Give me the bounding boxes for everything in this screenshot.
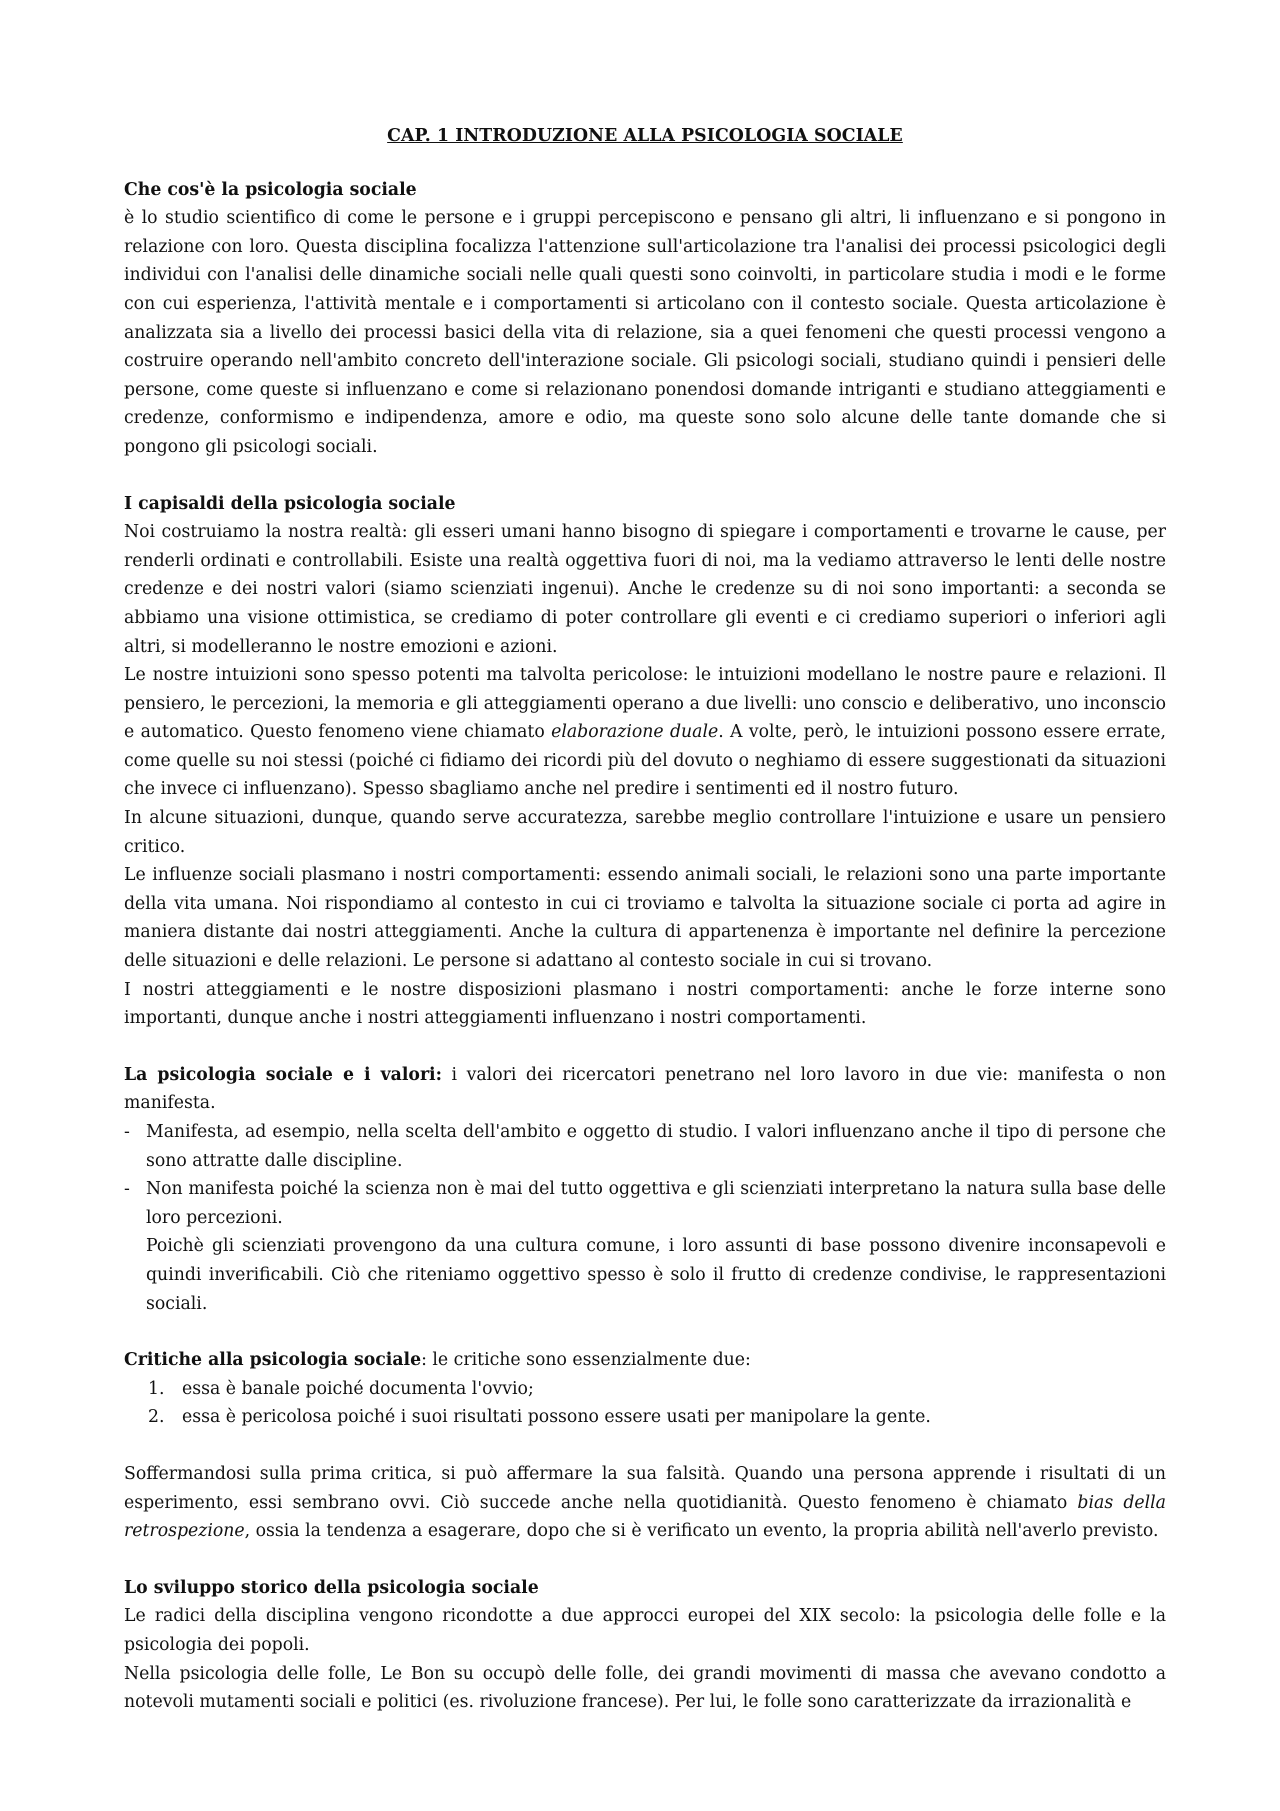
paragraph-critical-thinking: In alcune situazioni, dunque, quando serve accuratezza, sarebbe meglio controllare l'intuizione e usare un pensiero critico. [124, 808, 1166, 857]
list-item-text: essa è banale poiché documenta l'ovvio; [182, 1378, 534, 1399]
paragraph-values [124, 1061, 1166, 1118]
lead-critiques: Critiche alla psicologia sociale [124, 1350, 422, 1371]
spacer [124, 1432, 1166, 1460]
lead-values: La psicologia sociale e i valori: [124, 1064, 443, 1085]
paragraph-social-influences: Le influenze sociali plasmano i nostri comportamenti: essendo animali sociali, le relazioni sono una parte importante della vita umana. Noi rispondiamo al contesto in cui ci troviamo e talvolta la situazione sociale ci porta ad agire in maniera distante dai nostri atteggiamenti. Anche la cultura di appartenenza è importante nel definire la percezione delle situazioni e delle relazioni. Le persone si adattano al contesto sociale in cui si trovano. [124, 865, 1166, 972]
values-list [124, 1118, 1166, 1232]
document-page [124, 122, 1166, 1717]
list-number: 1. [148, 1378, 165, 1399]
dash-bullet: - [124, 1179, 130, 1200]
paragraph-reality: Noi costruiamo la nostra realtà: gli esseri umani hanno bisogno di spiegare i comportamenti e trovarne le cause, per renderli ordinati e controllabili. Esiste una realtà oggettiva fuori di noi, ma la vediamo attraverso le lenti delle nostre credenze e dei nostri valori (siamo scienziati ingenui). Anche le credenze su di noi sono importanti: a seconda se abbiamo una visione ottimistica, se crediamo di poter controllare gli eventi e ci crediamo superiori o inferiori agli altri, si modelleranno le nostre emozioni e azioni. [124, 522, 1166, 657]
list-item-text: Non manifesta poiché la scienza non è mai del tutto oggettiva e gli scienziati interpretano la natura sulla base delle loro percezioni. [146, 1179, 1166, 1228]
section-heading-history: Lo sviluppo storico della psicologia sociale [124, 1577, 539, 1598]
list-item [124, 1403, 1166, 1432]
list-item-text: Manifesta, ad esempio, nella scelta dell'ambito e oggetto di studio. I valori influenzano anche il tipo di persone che sono attratte dalle discipline. [146, 1122, 1166, 1171]
text-run: , ossia la tendenza a esagerare, dopo che si è verificato un evento, la propria abilità nell'averlo previsto. [244, 1521, 1159, 1542]
emphasis-dual-processing: elaborazione duale [551, 722, 719, 743]
paragraph-definition: è lo studio scientifico di come le persone e i gruppi percepiscono e pensano gli altri, li influenzano e si pongono in relazione con loro. Questa disciplina focalizza l'attenzione sull'articolazione tra l'analisi dei processi psicologici degli individui con l'analisi delle dinamiche sociali nelle quali questi sono coinvolti, in particolare studia i modi e le forme con cui esperienza, l'attività mentale e i comportamenti si articolano con il contesto sociale. Questa articolazione è analizzata sia a livello dei processi basici della vita di relazione, sia a quei fenomeni che questi processi vengono a costruire operando nell'ambito concreto dell'interazione sociale. Gli psicologi sociali, studiano quindi i pensieri delle persone, come queste si influenzano e come si relazionano ponendosi domande intriganti e studiano atteggiamenti e credenze, conformismo e indipendenza, amore e odio, ma queste sono solo alcune delle tante domande che si pongono gli psicologi sociali. [124, 208, 1166, 457]
paragraph-shared-beliefs: Poichè gli scienziati provengono da una cultura comune, i loro assunti di base possono divenire inconsapevoli e quindi inverificabili. Ciò che riteniamo oggettivo spesso è solo il frutto di credenze condivise, le rappresentazioni sociali. [146, 1236, 1166, 1314]
text-run: i valori dei ricercatori penetrano nel loro lavoro in due vie: manifesta o non manifesta. [124, 1064, 1166, 1114]
spacer [124, 462, 1166, 490]
paragraph-hindsight-bias [124, 1460, 1166, 1546]
spacer [124, 1318, 1166, 1346]
text-run: : le critiche sono essenzialmente due: [421, 1350, 751, 1371]
list-number: 2. [148, 1407, 165, 1428]
paragraph-roots: Le radici della disciplina vengono ricondotte a due approcci europei del XIX secolo: la psicologia delle folle e la psicologia dei popoli. [124, 1606, 1166, 1655]
spacer [124, 1033, 1166, 1061]
text-run: Soffermandosi sulla prima critica, si può affermare la sua falsità. Quando una persona apprende i risultati di un esperimento, essi sembrano ovvi. Ciò succede anche nella quotidianità. Questo fenomeno è chiamato [124, 1463, 1166, 1513]
paragraph-crowd-psychology: Nella psicologia delle folle, Le Bon su occupò delle folle, dei grandi movimenti di massa che avevano condotto a notevoli mutamenti sociali e politici (es. rivoluzione francese). Per lui, le folle sono caratterizzate da irrazionalità e [124, 1663, 1166, 1713]
list-item [124, 1175, 1166, 1232]
chapter-title: CAP. 1 INTRODUZIONE ALLA PSICOLOGIA SOCIALE [387, 126, 903, 146]
list-item [124, 1375, 1166, 1404]
text-run: Le nostre intuizioni sono spesso potenti ma talvolta pericolose: le intuizioni modellano le nostre paure e relazioni. Il pensiero, le percezioni, la memoria e gli atteggiamenti operano a due livelli: uno conscio e deliberativo, uno inconscio e automatico. Questo fenomeno viene chiamato [124, 665, 1166, 743]
critiques-list [124, 1375, 1166, 1432]
list-item-text: essa è pericolosa poiché i suoi risultati possono essere usati per manipolare la gente. [182, 1407, 931, 1428]
text-run: . A volte, però, le intuizioni possono essere errate, come quelle su noi stessi (poiché ci fidiamo dei ricordi più del dovuto o neghiamo di essere suggestionati da situazioni che invece ci influenzano). Spesso sbagliamo anche nel predire i sentimenti ed il nostro futuro. [124, 722, 1166, 800]
section-heading-cornerstones: I capisaldi della psicologia sociale [124, 493, 456, 514]
paragraph-intuitions [124, 661, 1166, 804]
dash-bullet: - [124, 1122, 130, 1142]
emphasis-hindsight-bias: bias della retrospezione [124, 1492, 1166, 1542]
list-item [124, 1118, 1166, 1175]
paragraph-critiques [124, 1346, 1166, 1375]
section-heading-what-is: Che cos'è la psicologia sociale [124, 179, 417, 200]
paragraph-attitudes: I nostri atteggiamenti e le nostre disposizioni plasmano i nostri comportamenti: anche le forze interne sono importanti, dunque anche i nostri atteggiamenti influenzano i nostri comportamenti. [124, 979, 1166, 1029]
spacer [124, 1546, 1166, 1574]
